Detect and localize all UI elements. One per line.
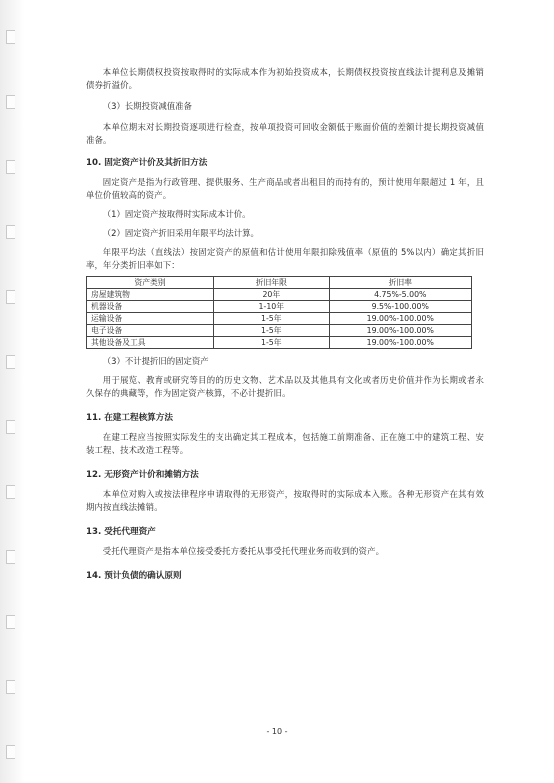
table-cell: 运输设备: [87, 313, 214, 325]
section-heading-fixed-assets: 10. 固定资产计价及其折旧方法: [86, 158, 208, 168]
binding-hole: [6, 355, 15, 369]
table-header-cell: 资产类别: [87, 277, 214, 289]
table-cell: 其他设备及工具: [87, 337, 214, 349]
table-row: [87, 289, 472, 301]
section-heading-provisions: 14. 预计负债的确认原则: [86, 571, 182, 581]
paragraph-fixed-assets-definition: 固定资产是指为行政管理、提供服务、生产商品或者出租目的而持有的，预计使用年限超过 1 年，且单位价值较高的资产。: [86, 177, 484, 200]
item-no-depreciation: （3）不计提折旧的固定资产: [102, 356, 209, 366]
section-heading-entrusted-assets: 13. 受托代理资产: [86, 527, 156, 537]
table-cell: 机器设备: [87, 301, 214, 313]
table-cell: 房屋建筑物: [87, 289, 214, 301]
item-depreciation-method: （2）固定资产折旧采用年限平均法计算。: [102, 228, 259, 238]
table-cell: 1-5年: [214, 325, 330, 337]
paragraph-construction: 在建工程应当按照实际发生的支出确定其工程成本，包括施工前期准备、正在施工中的建筑工程、安装工程、技术改造工程等。: [86, 432, 484, 455]
binding-hole: [6, 30, 15, 44]
table-row: [87, 337, 472, 349]
item-cost-basis: （1）固定资产按取得时实际成本计价。: [102, 209, 251, 219]
table-header-cell: 折旧年限: [214, 277, 330, 289]
binding-hole: [6, 680, 15, 694]
binding-hole: [6, 745, 15, 759]
table-cell: 1-10年: [214, 301, 330, 313]
binding-hole: [6, 420, 15, 434]
table-cell: 电子设备: [87, 325, 214, 337]
table-cell: 20年: [214, 289, 330, 301]
section-heading-construction: 11. 在建工程核算方法: [86, 413, 173, 423]
binding-hole: [6, 615, 15, 629]
paragraph-entrusted-assets: 受托代理资产是指本单位接受委托方委托从事受托代理业务而收到的资产。: [102, 546, 385, 556]
table-cell: 19.00%-100.00%: [329, 325, 471, 337]
binding-hole: [6, 160, 15, 174]
table-cell: 9.5%-100.00%: [329, 301, 471, 313]
table-cell: 4.75%-5.00%: [329, 289, 471, 301]
binding-hole: [6, 95, 15, 109]
paragraph-intangible: 本单位对购入或按法律程序申请取得的无形资产，按取得时的实际成本入账。各种无形资产在其有效期内按直线法摊销。: [86, 489, 484, 512]
binding-hole: [6, 550, 15, 564]
table-row: [87, 325, 472, 337]
document-page: [86, 66, 484, 583]
paragraph-cultural-relics: 用于展览、教育或研究等目的的历史文物、艺术品以及其他具有文化或者历史价值并作为长期或者永久保存的典藏等，作为固定资产核算，不必计提折旧。: [86, 375, 484, 398]
binding-hole: [6, 225, 15, 239]
paragraph-long-term-debt: 本单位长期债权投资按取得时的实际成本作为初始投资成本，长期债权投资按直线法计提利息及摊销债券折溢价。: [86, 67, 484, 90]
table-row: [87, 313, 472, 325]
subheading-impairment: （3）长期投资减值准备: [102, 101, 192, 111]
depreciation-table: [86, 276, 472, 349]
table-header-row: [87, 277, 472, 289]
binding-hole: [6, 485, 15, 499]
table-cell: 1-5年: [214, 337, 330, 349]
page-number: - 10 -: [266, 727, 288, 736]
table-cell: 1-5年: [214, 313, 330, 325]
table-cell: 19.00%-100.00%: [329, 337, 471, 349]
binding-hole: [6, 290, 15, 304]
table-row: [87, 301, 472, 313]
paragraph-straight-line: 年限平均法（直线法）按固定资产的原值和估计使用年限扣除残值率（原值的 5%以内）确定其折旧率，年分类折旧率如下：: [86, 247, 484, 270]
section-heading-intangible: 12. 无形资产计价和摊销方法: [86, 470, 199, 480]
table-cell: 19.00%-100.00%: [329, 313, 471, 325]
paragraph-impairment: 本单位期末对长期投资逐项进行检查，按单项投资可回收金额低于账面价值的差额计提长期投资减值准备。: [86, 122, 484, 145]
binding-strip: [0, 0, 24, 783]
table-header-cell: 折旧率: [329, 277, 471, 289]
